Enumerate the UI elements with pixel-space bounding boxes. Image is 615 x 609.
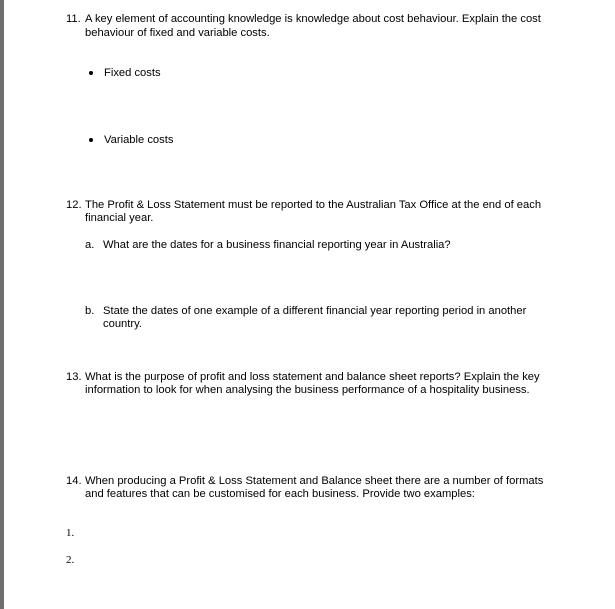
question-text-line: The Profit & Loss Statement must be reported to the Australian Tax Office at the end of each xyxy=(85,199,542,211)
sub-question-letter: b. xyxy=(85,305,95,317)
question-number: 11. xyxy=(66,13,81,25)
sub-question-letter: a. xyxy=(85,239,95,251)
question-number: 14. xyxy=(66,475,82,487)
question-text-line: financial year. xyxy=(85,212,154,224)
question-text-line: information to look for when analysing the business performance of a hospitality business. xyxy=(85,384,530,396)
sub-question-text-line: State the dates of one example of a different financial year reporting period in another xyxy=(103,305,527,317)
bullet-icon xyxy=(89,71,93,75)
question-text-line: A key element of accounting knowledge is knowledge about cost behaviour. Explain the cost xyxy=(85,13,541,25)
bullet-icon xyxy=(89,138,93,142)
question-text-line: and features that can be customised for each business. Provide two examples: xyxy=(85,488,475,500)
question-number: 12. xyxy=(66,199,82,211)
question-number: 13. xyxy=(66,371,82,383)
sub-question-text-line: country. xyxy=(103,318,142,330)
document-page xyxy=(4,0,615,609)
answer-list-number: 2. xyxy=(66,554,75,566)
question-text-line: What is the purpose of profit and loss statement and balance sheet reports? Explain the key xyxy=(85,371,540,383)
answer-list-number: 1. xyxy=(66,527,75,539)
bullet-label: Variable costs xyxy=(104,134,174,146)
question-text-line: behaviour of fixed and variable costs. xyxy=(85,27,270,39)
bullet-label: Fixed costs xyxy=(104,67,161,79)
question-text-line: When producing a Profit & Loss Statement and Balance sheet there are a number of formats xyxy=(85,475,544,487)
sub-question-text: What are the dates for a business financial reporting year in Australia? xyxy=(103,239,451,251)
